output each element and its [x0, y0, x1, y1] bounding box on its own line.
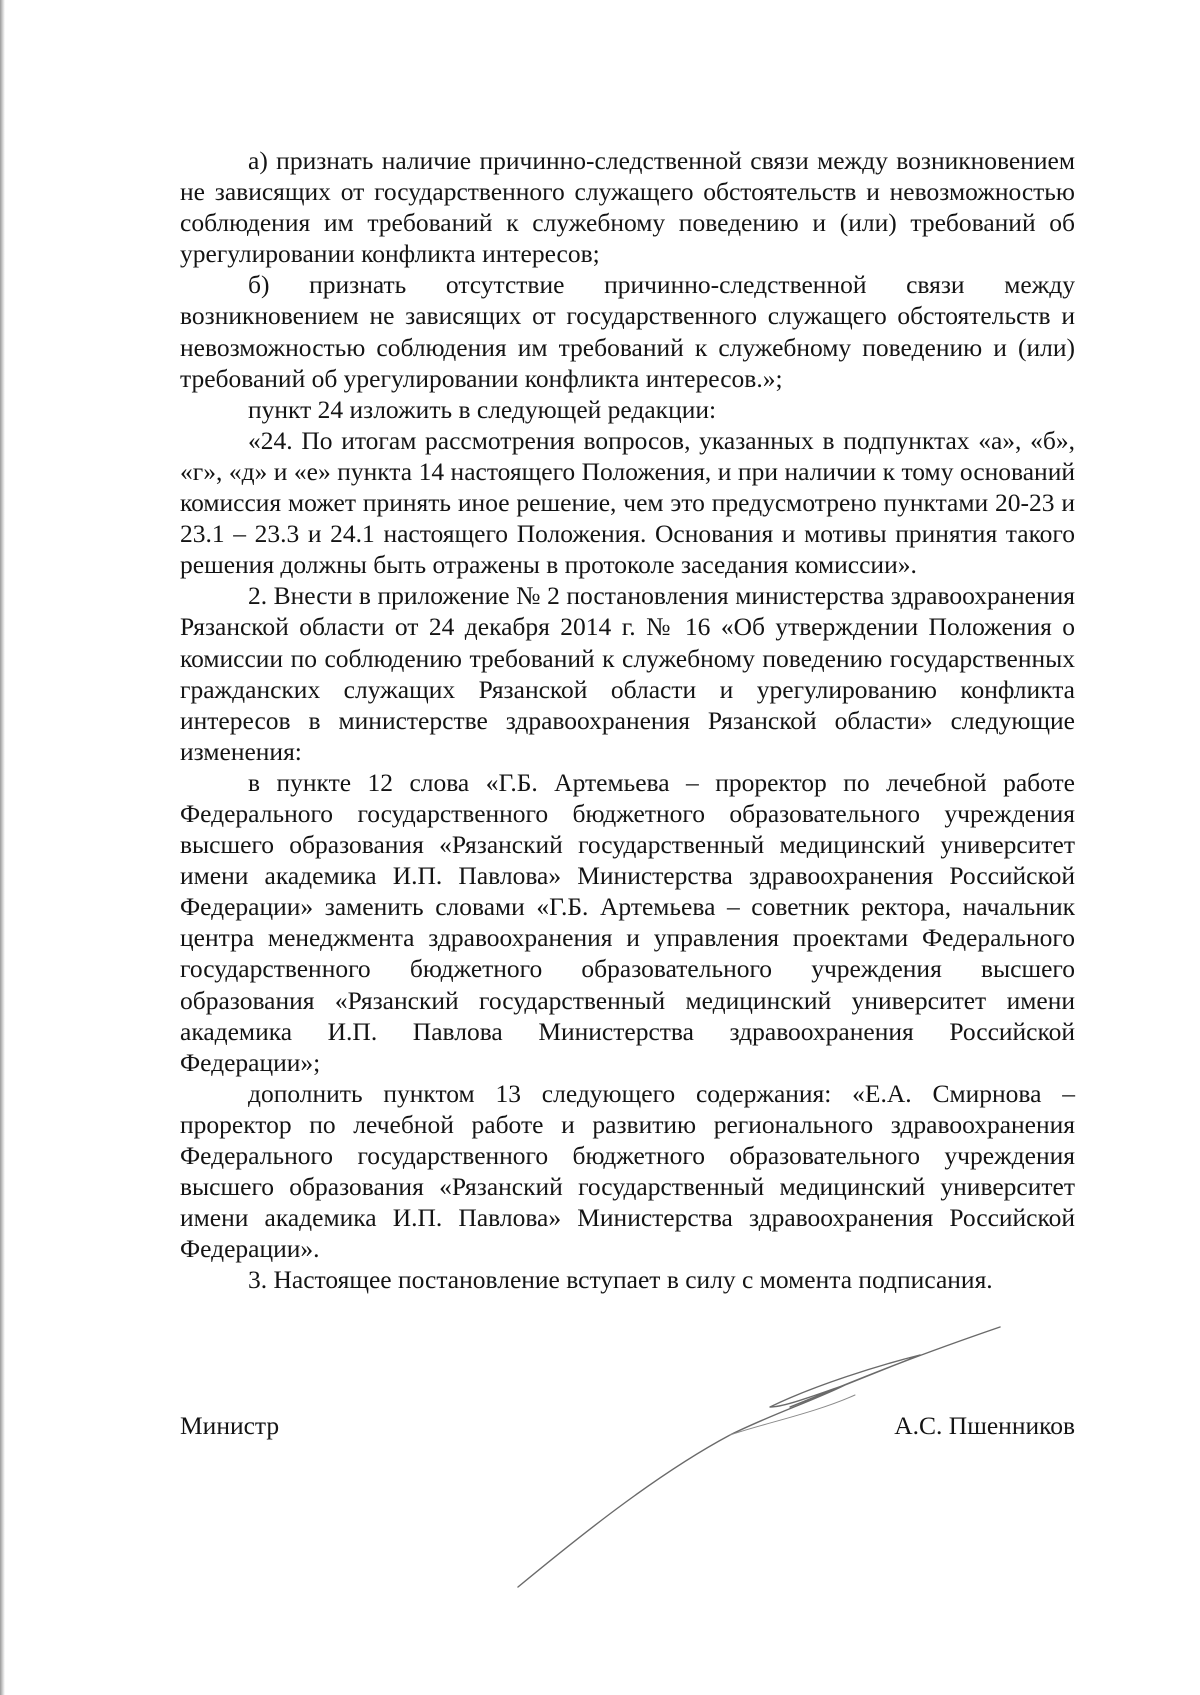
paragraph-a: а) признать наличие причинно-следственной связи между возникновением не зависящих от государственного служащего обстоятельств и невозможностью соблюдения им требований к служебному поведению и (или) требований об урегулировании конфликта интересов; — [180, 146, 1075, 269]
paragraph-b: б) признать отсутствие причинно-следственной связи между возникновением не зависящих от государственного служащего обстоятельств и невозможностью соблюдения им требований к служебному поведению и (или) требований об урегулировании конфликта интересов.»; — [180, 270, 1075, 393]
signer-position: Министр — [180, 1411, 280, 1440]
paragraph-item-24: «24. По итогам рассмотрения вопросов, указанных в подпунктах «а», «б», «г», «д» и «е» пункта 14 настоящего Положения, и при наличии к тому оснований комиссия может принять иное решение, чем это предусмотрено пунктами 20-23 и 23.1 – 23.3 и 24.1 настоящего Положения. Основания и мотивы принятия такого решения должны быть отражены в протоколе заседания комиссии». — [180, 425, 1075, 580]
paragraph-item-13: дополнить пунктом 13 следующего содержания: «Е.А. Смирнова – проректор по лечебной работе и развитию регионального здравоохранения Федерального государственного бюджетного образовательного учреждения высшего образования «Рязанский государственный медицинский университет имени академика И.П. Павлова» Министерства здравоохранения Российской Федерации». — [180, 1078, 1075, 1264]
signer-name: А.С. Пшенников — [894, 1411, 1075, 1440]
paragraph-item-12: в пункте 12 слова «Г.Б. Артемьева – проректор по лечебной работе Федерального государственного бюджетного образовательного учреждения высшего образования «Рязанский государственный медицинский университет имени академика И.П. Павлова» Министерства здравоохранения Российской Федерации» заменить словами «Г.Б. Артемьева – советник ректора, начальник центра менеджмента здравоохранения и управления проектами Федерального государственного бюджетного образовательного учреждения высшего образования «Рязанский государственный медицинский университет имени академика И.П. Павлова Министерства здравоохранения Российской Федерации»; — [180, 767, 1075, 1077]
handwritten-signature — [515, 1325, 1005, 1590]
paragraph-item-24-intro: пункт 24 изложить в следующей редакции: — [248, 394, 717, 424]
scan-edge — [0, 0, 5, 1695]
paragraph-2: 2. Внести в приложение № 2 постановления министерства здравоохранения Рязанской области от 24 декабря 2014 г. № 16 «Об утверждении Положения о комиссии по соблюдению требований к служебному поведению государственных гражданских служащих Рязанской области и урегулированию конфликта интересов в министерстве здравоохранения Рязанской области» следующие изменения: — [180, 581, 1075, 766]
document-body — [180, 145, 1075, 1295]
paragraph-3: 3. Настоящее постановление вступает в силу с момента подписания. — [248, 1265, 993, 1295]
